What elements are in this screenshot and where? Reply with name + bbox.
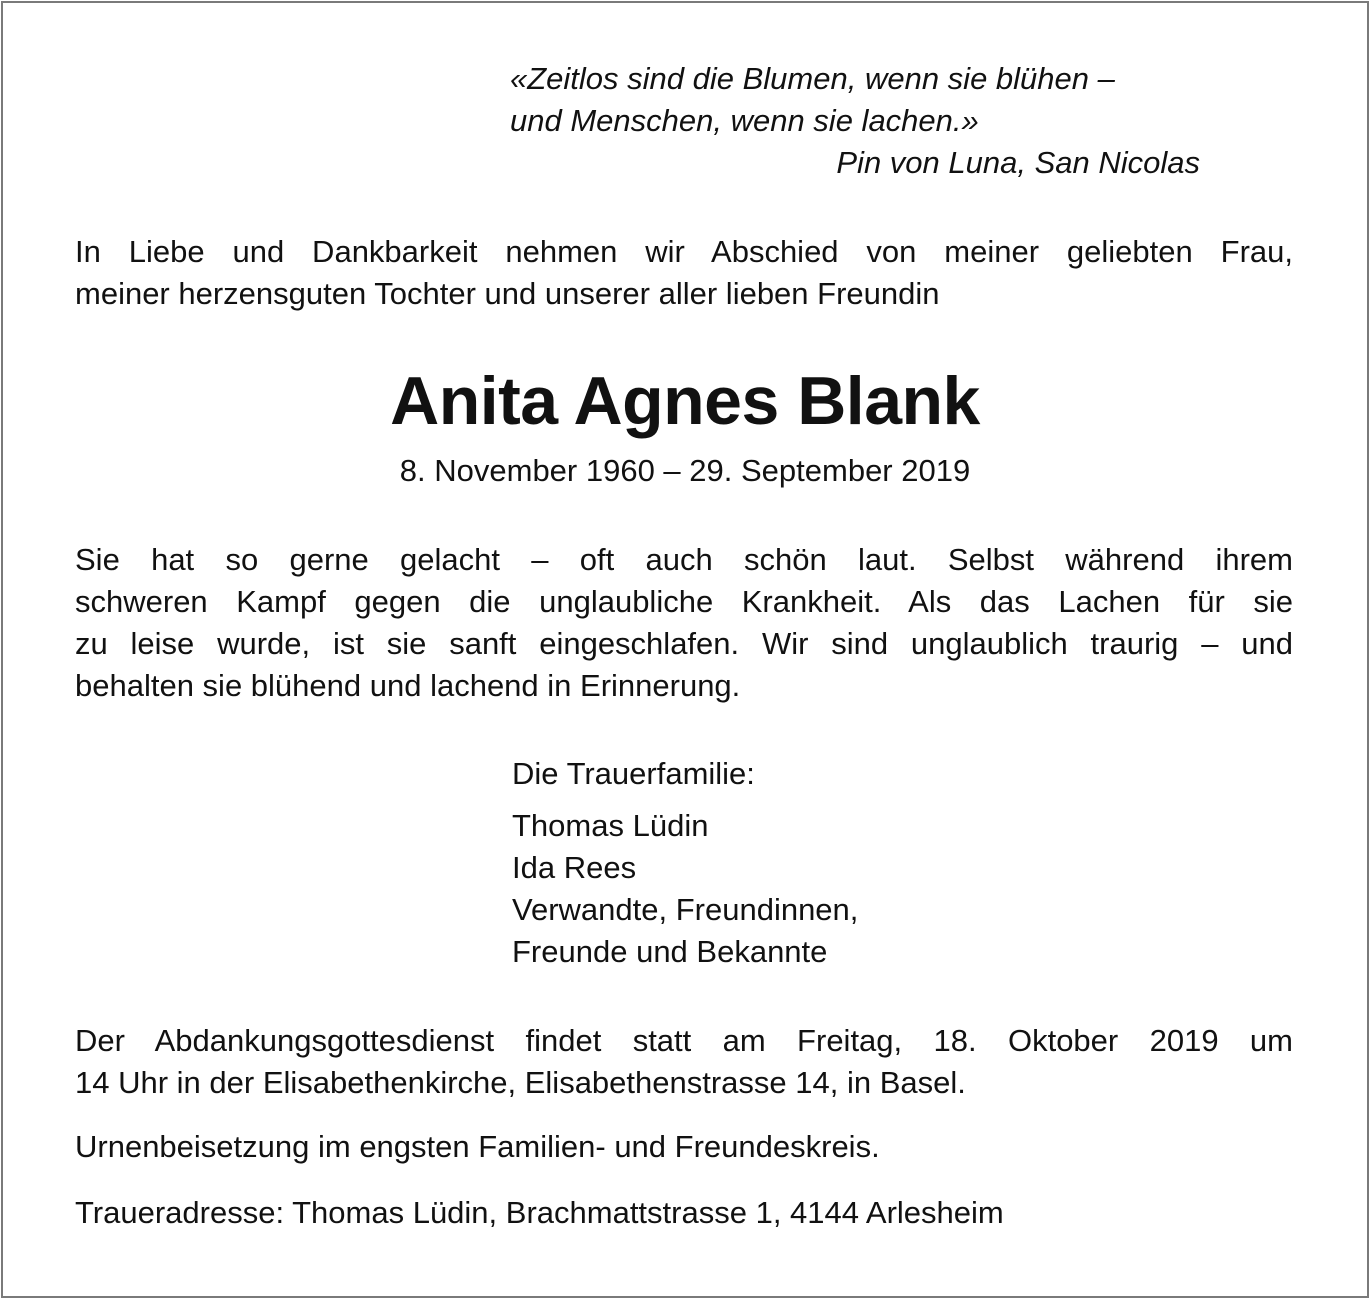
family-heading: Die Trauerfamilie: xyxy=(512,756,755,791)
family-member: Freunde und Bekannte xyxy=(512,934,828,969)
tribute-line: schweren Kampf gegen die unglaubliche Krankheit. Als das Lachen für sie xyxy=(75,584,1293,619)
family-members xyxy=(512,805,858,973)
family-member: Thomas Lüdin xyxy=(512,808,709,843)
quote-line: und Menschen, wenn sie lachen.» xyxy=(510,103,979,138)
intro-paragraph xyxy=(75,231,1293,315)
intro-line: In Liebe und Dankbarkeit nehmen wir Abschied von meiner geliebten Frau, xyxy=(75,234,1293,269)
tribute-paragraph xyxy=(75,539,1293,707)
mourning-address: Traueradresse: Thomas Lüdin, Brachmattstrasse 1, 4144 Arlesheim xyxy=(75,1195,1004,1230)
epigraph-quote xyxy=(510,58,1200,184)
intro-line: meiner herzensguten Tochter und unserer aller lieben Freundin xyxy=(75,276,940,311)
quote-author: Pin von Luna, San Nicolas xyxy=(836,145,1200,180)
tribute-line: zu leise wurde, ist sie sanft eingeschlafen. Wir sind unglaublich traurig – und xyxy=(75,626,1293,661)
service-line: 14 Uhr in der Elisabethenkirche, Elisabethenstrasse 14, in Basel. xyxy=(75,1065,966,1100)
burial-note: Urnenbeisetzung im engsten Familien- und Freundeskreis. xyxy=(75,1129,880,1164)
tribute-line: Sie hat so gerne gelacht – oft auch schön laut. Selbst während ihrem xyxy=(75,542,1293,577)
tribute-line: behalten sie blühend und lachend in Erinnerung. xyxy=(75,668,741,703)
family-member: Ida Rees xyxy=(512,850,637,885)
life-dates: 8. November 1960 – 29. September 2019 xyxy=(399,453,971,488)
quote-line: «Zeitlos sind die Blumen, wenn sie blühen – xyxy=(510,61,1115,96)
deceased-name: Anita Agnes Blank xyxy=(390,363,980,439)
family-member: Verwandte, Freundinnen, xyxy=(512,892,859,927)
service-paragraph xyxy=(75,1020,1293,1104)
service-line: Der Abdankungsgottesdienst findet statt am Freitag, 18. Oktober 2019 um xyxy=(75,1023,1293,1058)
